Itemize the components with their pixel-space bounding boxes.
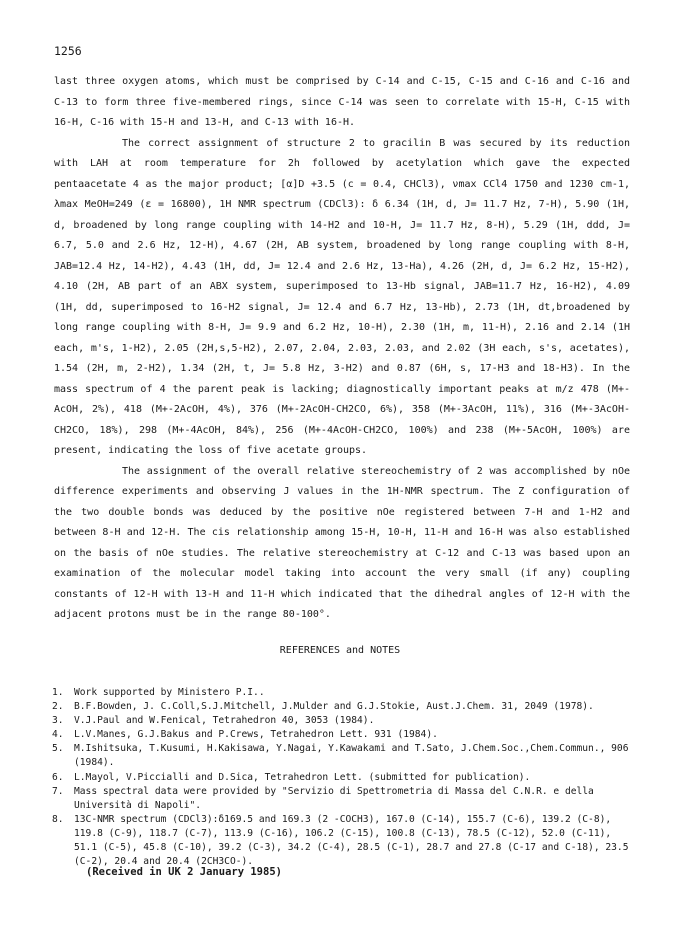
reference-item — [52, 742, 638, 770]
reference-item — [52, 728, 638, 742]
reference-number: 2. — [52, 701, 64, 713]
reference-text: V.J.Paul and W.Fenical, Tetrahedron 40, 3053 (1984). — [74, 715, 375, 727]
reference-number: 7. — [52, 785, 64, 797]
reference-text: M.Ishitsuka, T.Kusumi, H.Kakisawa, Y.Nagai, Y.Kawakami and T.Sato, J.Chem.Soc.,Chem.Commun., 906 (1984). — [74, 743, 629, 769]
received-date: (Received in UK 2 January 1985) — [86, 866, 282, 878]
paragraph-3: The assignment of the overall relative stereochemistry of 2 was accomplished by nOe difference experiments and observing J values in the 1H-NMR spectrum. The Z configuration of the two double bonds was deduced by the positive nOe registered between 7-H and 1-H2 and between 8-H and 12-H. The cis relationship among 15-H, 10-H, 11-H and 16-H was also established on the basis of nOe studies. The relative stereochemistry at C-12 and C-13 was based upon an examination of the molecular model taking into account the very small (if any) coupling constants of 12-H with 13-H and 11-H which indicated that the dihedral angles of 12-H with the adjacent protons must be in the range 80-100°. — [54, 465, 630, 620]
reference-item — [52, 813, 638, 869]
page-number: 1256 — [54, 44, 82, 58]
reference-text: Mass spectral data were provided by "Servizio di Spettrometria di Massa del C.N.R. e della Università di Napoli". — [74, 785, 594, 811]
references-heading: REFERENCES and NOTES — [279, 645, 401, 656]
article-body — [54, 72, 630, 626]
reference-number: 6. — [52, 771, 64, 783]
reference-item — [52, 714, 638, 728]
reference-text: 13C-NMR spectrum (CDCl3):δ169.5 and 169.3 (2 -COCH3), 167.0 (C-14), 155.7 (C-6), 139.2 (C-8), 119.8 (C-9), 118.7 (C-7), 113.9 (C-16), 106.2 (C-15), 100.8 (C-13), 78.5 (C-12), 52.0 (C-11), 51.1 (C-5), 45.8 (C-10), 39.2 (C-3), 34.2 (C-4), 28.5 (C-1), 28.7 and 27.8 (C-17 and C-18), 23.5 (C-2), 20.4 and 20.4 (2CH3CO-). — [74, 813, 629, 868]
paragraph-2: The correct assignment of structure 2 to gracilin B was secured by its reduction with LAH at room temperature for 2h followed by acetylation which gave the expected pentaacetate 4 as the major product; [α]D +3.5 (c = 0.4, CHCl3), νmax CCl4 1750 and 1230 cm-1, λmax MeOH=249 (ε = 16800), 1H NMR spectrum (CDCl3): δ 6.34 (1H, d, J= 11.7 Hz, 7-H), 5.90 (1H, d, broadened by long range coupling with 14-H2 and 10-H, J= 11.7 Hz, 8-H), 5.29 (1H, ddd, J= 6.7, 5.0 and 2.6 Hz, 12-H), 4.67 (2H, AB system, broadened by long range coupling with 8-H, JAB=12.4 Hz, 14-H2), 4.43 (1H, dd, J= 12.4 and 2.6 Hz, 13-Ha), 4.26 (2H, d, J= 6.2 Hz, 15-H2), 4.10 (2H, AB part of an ABX system, superimposed to 13-Hb signal, JAB=11.7 Hz, 16-H2), 4.09 (1H, dd, superimposed to 16-H2 signal, J= 12.4 and 6.7 Hz, 13-Hb), 2.73 (1H, dt,broadened by long range coupling with 8-H, J= 9.9 and 6.2 Hz, 10-H), 2.30 (1H, m, 11-H), 2.16 and 2.14 (1H each, m's, 1-H2), 2.05 (2H,s,5-H2), 2.07, 2.04, 2.03, 2.03, and 2.02 (3H each, s's, acetates), 1.54 (2H, m, 2-H2), 1.34 (2H, t, J= 5.8 Hz, 3-H2) and 0.87 (6H, s, 17-H3 and 18-H3). In the mass spectrum of 4 the parent peak is lacking; diagnostically important peaks at m/z 478 (M+-AcOH, 2%), 418 (M+-2AcOH, 4%), 376 (M+-2AcOH-CH2CO, 6%), 358 (M+-3AcOH, 11%), 316 (M+-3AcOH-CH2CO, 18%), 298 (M+-4AcOH, 84%), 256 (M+-4AcOH-CH2CO, 100%) and 238 (M+-5AcOH, 100%) are present, indicating the loss of five acetate groups. — [54, 137, 630, 456]
references-list — [52, 686, 638, 869]
reference-number: 1. — [52, 687, 64, 698]
reference-number: 5. — [52, 743, 64, 755]
reference-item — [52, 771, 638, 785]
reference-text: L.V.Manes, G.J.Bakus and P.Crews, Tetrahedron Lett. 931 (1984). — [74, 729, 438, 741]
reference-item — [52, 700, 638, 714]
reference-number: 8. — [52, 813, 64, 825]
reference-item — [52, 785, 638, 813]
reference-number: 4. — [52, 729, 64, 741]
reference-text: L.Mayol, V.Piccialli and D.Sica, Tetrahedron Lett. (submitted for publication). — [74, 771, 531, 783]
reference-item — [52, 686, 638, 700]
paragraph-1: last three oxygen atoms, which must be comprised by C-14 and C-15, C-15 and C-16 and C-16 and C-13 to form three five-membered rings, since C-14 was seen to correlate with 15-H, C-15 with 16-H, C-16 with 15-H and 13-H, and C-13 with 16-H. — [54, 76, 630, 128]
reference-text: B.F.Bowden, J. C.Coll,S.J.Mitchell, J.Mulder and G.J.Stokie, Aust.J.Chem. 31, 2049 (1978). — [74, 701, 594, 713]
reference-number: 3. — [52, 715, 64, 727]
reference-text: Work supported by Ministero P.I.. — [74, 687, 265, 698]
